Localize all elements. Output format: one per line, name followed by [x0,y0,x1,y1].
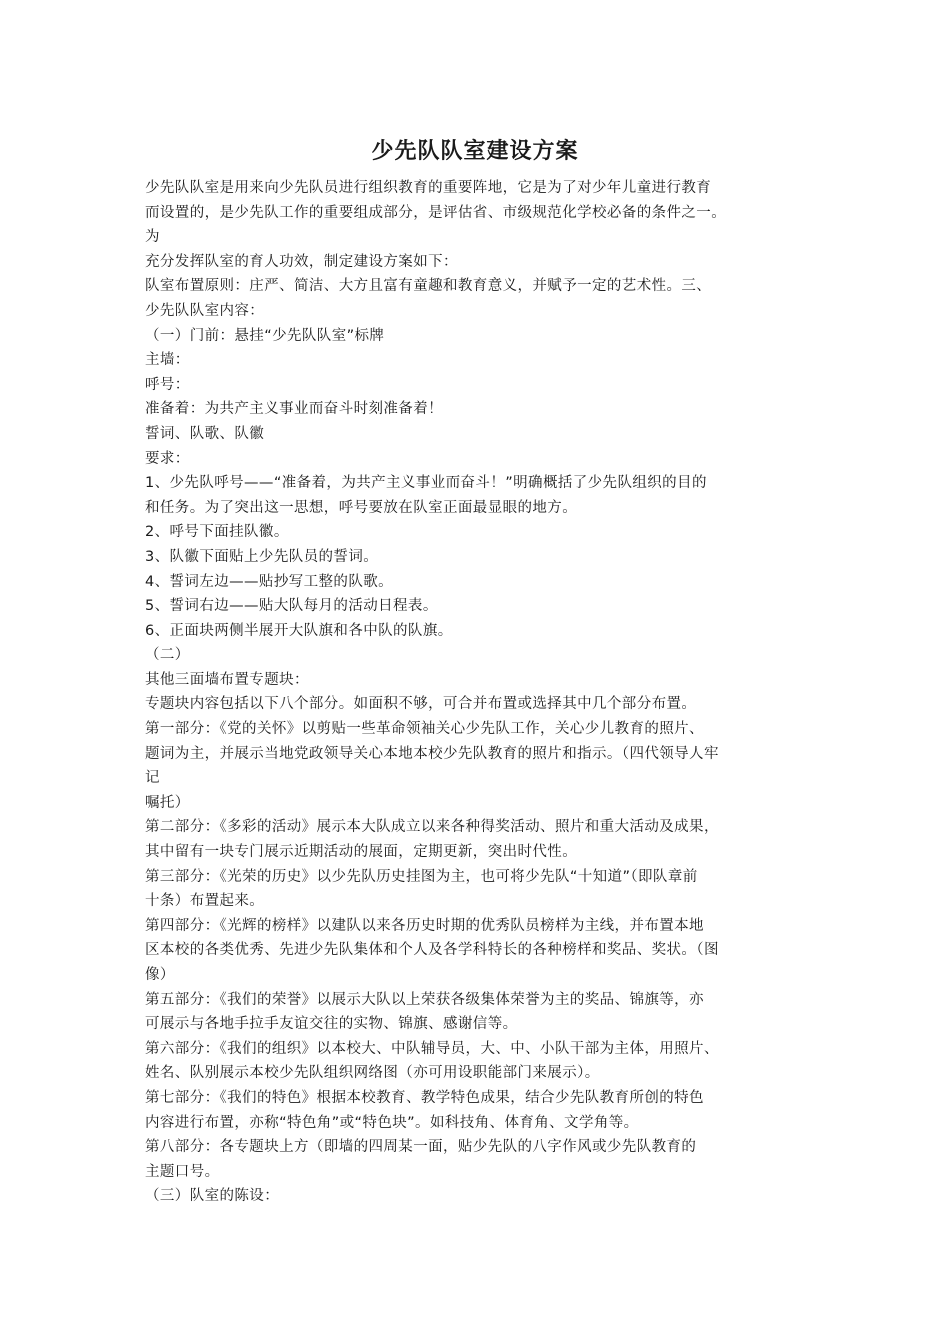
text-line: 第八部分：各专题块上方（即墙的四周某一面，贴少先队的八字作风或少先队教育的 [145,1139,697,1156]
text-line: （一）门前：悬挂“少先队队室”标牌 [145,327,385,344]
text-line: 而设置的，是少先队工作的重要组成部分，是评估省、市级规范化学校必备的条件之一。 [145,204,727,221]
text-line: 准备着：为共产主义事业而奋斗时刻准备着！ [145,401,443,418]
text-line: 主墙： [145,352,190,369]
text-line: 4、誓词左边——贴抄写工整的队歌。 [145,573,394,590]
text-line: 题词为主，并展示当地党政领导关心本地本校少先队教育的照片和指示。（四代领导人牢 [145,745,719,762]
text-line: （三）队室的陈设： [145,1188,280,1205]
text-line: 内容进行布置，亦称“特色角”或“特色块”。如科技角、体育角、文学角等。 [145,1114,639,1131]
text-line: 可展示与各地手拉手友谊交往的实物、锦旗、感谢信等。 [145,1016,518,1033]
document-title: 少先队队室建设方案 [371,139,579,164]
text-line: 3、队徽下面贴上少先队员的誓词。 [145,548,379,565]
text-line: 其他三面墙布置专题块： [145,671,309,688]
text-line: 第二部分：《多彩的活动》展示本大队成立以来各种得奖活动、照片和重大活动及成果， [145,819,719,836]
text-line: 第四部分：《光辉的榜样》以建队以来各历史时期的优秀队员榜样为主线，并布置本地 [145,917,704,934]
text-line: 其中留有一块专门展示近期活动的展面，定期更新，突出时代性。 [145,844,578,861]
text-line: 主题口号。 [145,1163,220,1180]
text-line: 5、誓词右边——贴大队每月的活动日程表。 [145,598,438,615]
text-line: 1、少先队呼号——“准备着，为共产主义事业而奋斗！”明确概括了少先队组织的目的 [145,475,707,492]
text-line: 和任务。为了突出这一思想，呼号要放在队室正面最显眼的地方。 [145,499,578,516]
text-line: 记 [145,770,160,787]
text-line: 队室布置原则：庄严、简洁、大方且富有童趣和教育意义，并赋予一定的艺术性。三、 [145,278,712,295]
text-line: 充分发挥队室的育人功效，制定建设方案如下： [145,253,458,270]
text-line: 区本校的各类优秀、先进少先队集体和个人及各学科特长的各种榜样和奖品、奖状。（图 [145,942,719,959]
text-line: 十条）布置起来。 [145,893,265,910]
text-line: 6、正面块两侧半展开大队旗和各中队的队旗。 [145,622,453,639]
text-line: 为 [145,229,160,246]
text-line: 2、呼号下面挂队徽。 [145,524,289,541]
text-line: 第三部分：《光荣的历史》以少先队历史挂图为主，也可将少先队“十知道”（即队章前 [145,868,698,885]
text-line: （二） [145,647,190,664]
text-line: 嘱托） [145,794,190,811]
text-line: 呼号： [145,376,190,393]
document-body [145,176,825,1209]
text-line: 第七部分：《我们的特色》根据本校教育、教学特色成果，结合少先队教育所创的特色 [145,1089,704,1106]
text-line: 誓词、队歌、队徽 [145,425,265,442]
text-line: 第六部分：《我们的组织》以本校大、中队辅导员，大、中、小队干部为主体，用照片、 [145,1040,719,1057]
text-line: 第五部分：《我们的荣誉》以展示大队以上荣获各级集体荣誉为主的奖品、锦旗等，亦 [145,991,704,1008]
text-line: 像） [145,967,175,983]
text-line: 专题块内容包括以下八个部分。如面积不够，可合并布置或选择其中几个部分布置。 [145,696,697,713]
text-line: 少先队队室是用来向少先队员进行组织教育的重要阵地，它是为了对少年儿童进行教育 [145,180,712,196]
text-line: 姓名、队别展示本校少先队组织网络图（亦可用设职能部门来展示）。 [145,1065,600,1082]
text-line: 少先队队室内容： [145,302,265,319]
text-line: 要求： [145,450,190,467]
text-line: 第一部分：《党的关怀》以剪贴一些革命领袖关心少先队工作，关心少儿教育的照片、 [145,721,704,738]
